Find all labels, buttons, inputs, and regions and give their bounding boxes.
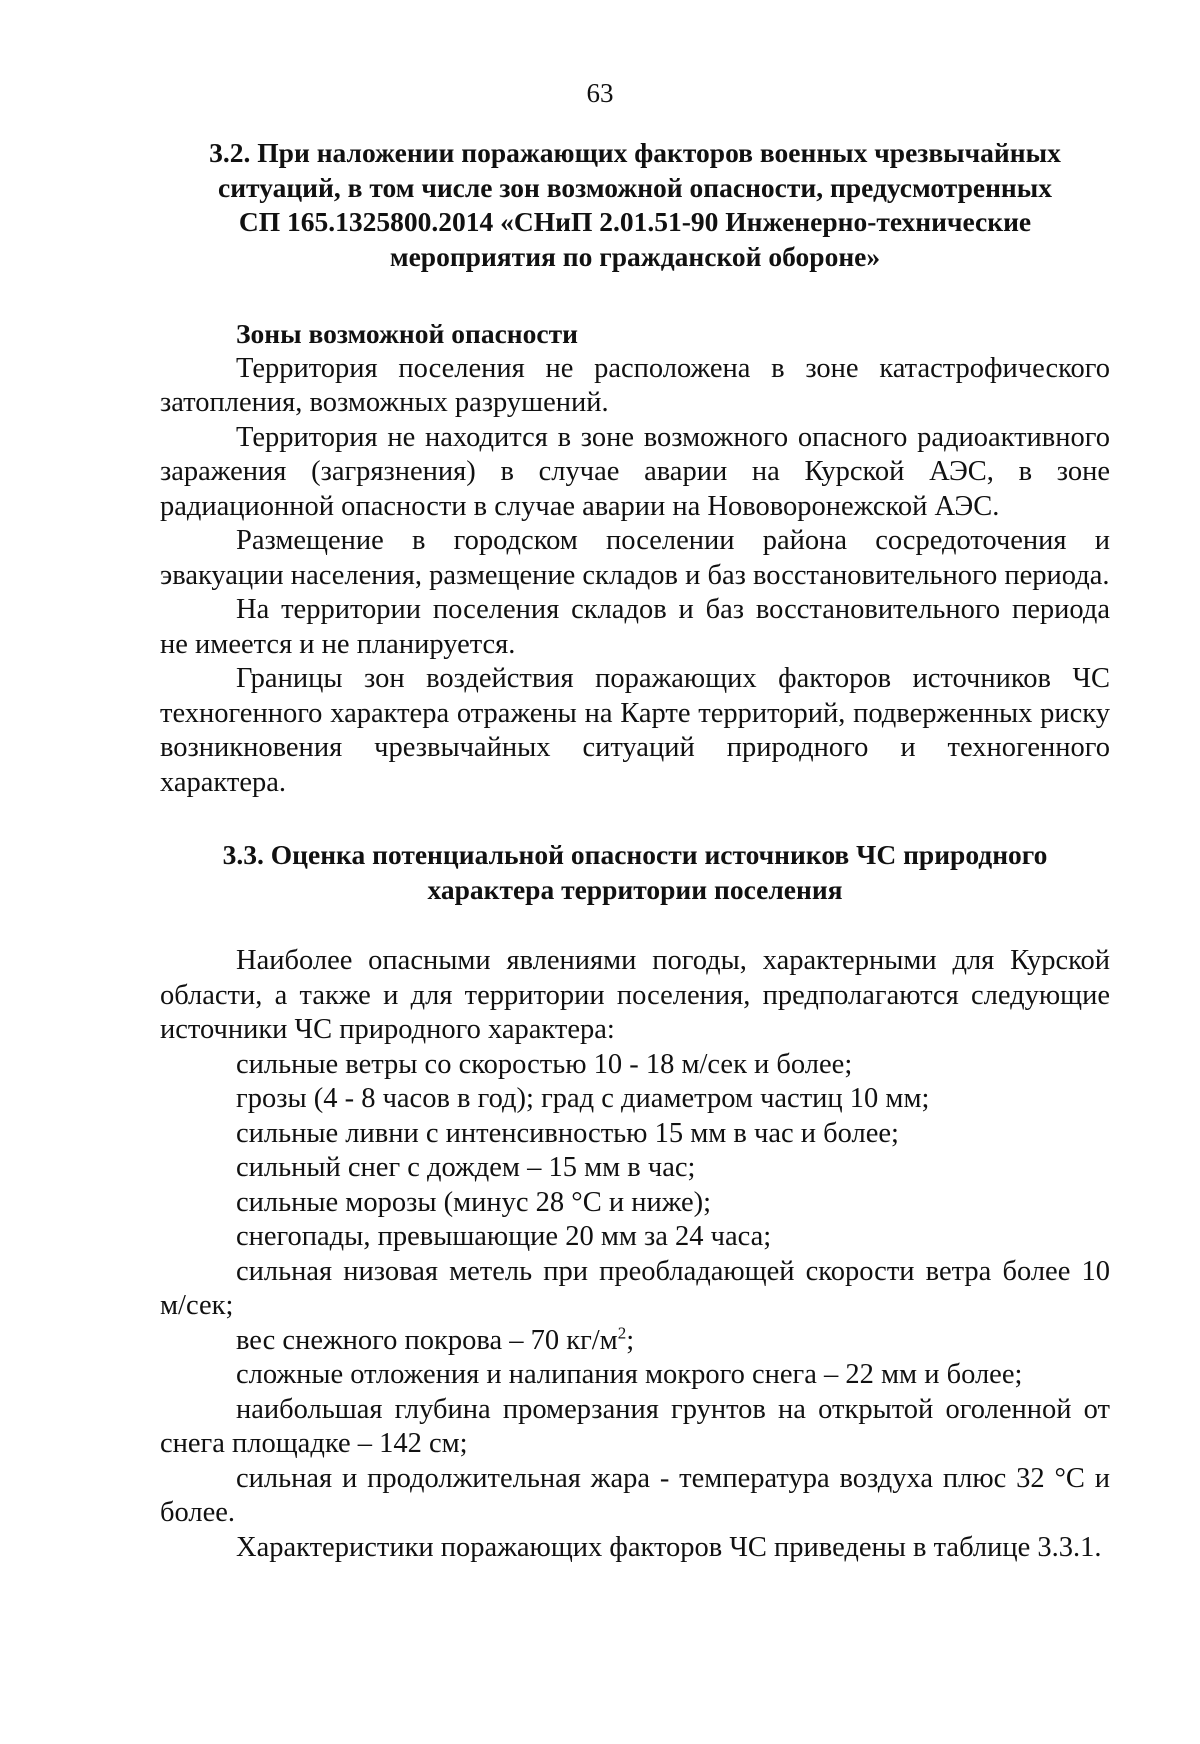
closing-paragraph: Характеристики поражающих факторов ЧС приведены в таблице 3.3.1. (236, 1531, 1102, 1563)
heading-line: 3.3. Оценка потенциальной опасности источников ЧС природного (222, 839, 1048, 870)
page-number: 63 (586, 78, 614, 108)
heading-line: ситуаций, в том числе зон возможной опасности, предусмотренных (218, 171, 1052, 203)
paragraph: Размещение в городском поселении района сосредоточения и эвакуации населения, размещение складов и баз восстановительного периода. (160, 525, 1110, 591)
hazard-list-item: сильная низовая метель при преобладающей скорости ветра более 10 м/сек; (160, 1255, 1110, 1321)
hazard-list-item: сильные ветры со скоростью 10 - 18 м/сек и более; (236, 1048, 853, 1080)
hazard-list-item: снегопады, превышающие 20 мм за 24 часа; (236, 1221, 772, 1252)
paragraph: На территории поселения складов и баз восстановительного периода не имеется и не планируется. (160, 594, 1110, 660)
hazard-list-item: сильные морозы (минус 28 °С и ниже); (236, 1186, 712, 1218)
snow-load-text: вес снежного покрова – 70 кг/м (236, 1324, 618, 1356)
snow-load-text-end: ; (626, 1324, 635, 1356)
paragraph: Территория поселения не расположена в зоне катастрофического затопления, возможных разрушений. (160, 352, 1110, 418)
hazard-list-item: сильные ливни с интенсивностью 15 мм в час и более; (236, 1117, 899, 1149)
paragraph: Территория не находится в зоне возможного опасного радиоактивного заражения (загрязнения) в случае аварии на Курской АЭС, в зоне радиационной опасности в случае аварии на Нововоронежской АЭС. (160, 421, 1110, 522)
intro-paragraph: Наиболее опасными явлениями погоды, характерными для Курской области, а также и для территории поселения, предполагаются следующие источники ЧС природного характера: (160, 945, 1110, 1045)
heading-line: характера территории поселения (427, 873, 843, 905)
section-3-3-heading (160, 838, 1110, 907)
heading-line: 3.2. При наложении поражающих факторов военных чрезвычайных (209, 137, 1061, 168)
hazard-list-item: наибольшая глубина промерзания грунтов на открытой оголенной от снега площадке – 142 см; (160, 1393, 1110, 1459)
hazard-list-item: сложные отложения и налипания мокрого снега – 22 мм и более; (236, 1359, 1023, 1390)
hazard-list-item: сильный снег с дождем – 15 мм в час; (236, 1152, 696, 1183)
snow-load-list-item (160, 1324, 1110, 1359)
heading-line: мероприятия по гражданской обороне» (389, 240, 881, 272)
section-3-2-heading (160, 136, 1110, 274)
hazard-zones-subheading: Зоны возможной опасности (236, 318, 578, 349)
hazard-list-item: грозы (4 - 8 часов в год); град с диаметром частиц 10 мм; (236, 1083, 930, 1114)
paragraph: Границы зон воздействия поражающих факторов источников ЧС техногенного характера отражены на Карте территорий, подверженных риску возникновения чрезвычайных ситуаций природного и техногенного характера. (160, 663, 1110, 798)
superscript: 2 (617, 1323, 627, 1342)
hazard-list-item: сильная и продолжительная жара - температура воздуха плюс 32 °С и более. (160, 1462, 1110, 1528)
heading-line: СП 165.1325800.2014 «СНиП 2.01.51-90 Инженерно-технические (238, 206, 1032, 237)
page-content (160, 136, 1110, 1565)
